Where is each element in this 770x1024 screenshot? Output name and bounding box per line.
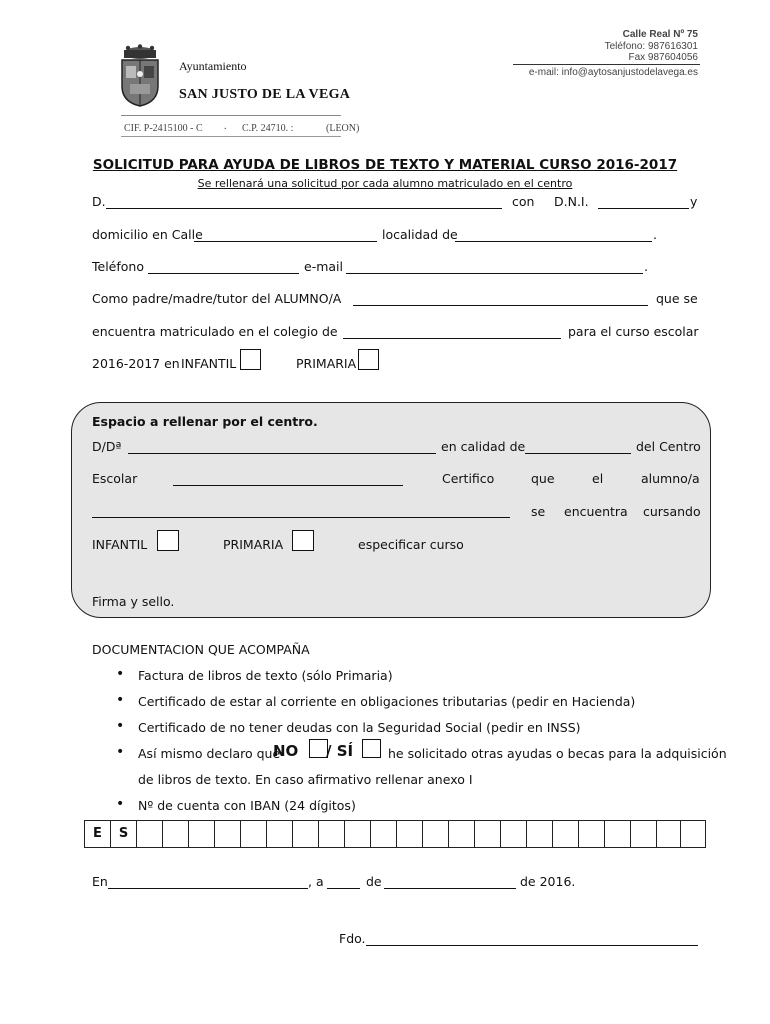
que-label: que [531, 471, 555, 486]
centro-heading: Espacio a rellenar por el centro. [92, 414, 318, 429]
iban-cell[interactable] [267, 821, 293, 847]
iban-cell[interactable] [319, 821, 345, 847]
day-field[interactable] [327, 888, 360, 889]
locality-field[interactable] [455, 241, 652, 242]
iban-cell[interactable] [189, 821, 215, 847]
dd-label: D/Dª [92, 439, 122, 454]
padre-label: Como padre/madre/tutor del ALUMNO/A [92, 291, 342, 306]
iban-cell[interactable] [163, 821, 189, 847]
certifico-label: Certifico [442, 471, 495, 486]
bullet-5: • [116, 796, 125, 812]
dd-field[interactable] [128, 453, 436, 454]
con-label: con [512, 194, 535, 209]
iban-cell[interactable] [397, 821, 423, 847]
firma-label: Firma y sello. [92, 594, 175, 609]
iban-cell[interactable] [501, 821, 527, 847]
docs-heading: DOCUMENTACION QUE ACOMPAÑA [92, 642, 310, 657]
signature-field[interactable] [366, 945, 698, 946]
del-centro-label: del Centro [636, 439, 701, 454]
el-label: el [592, 471, 604, 486]
infantil-label: INFANTIL [181, 356, 237, 371]
iban-cell[interactable] [345, 821, 371, 847]
bullet-1: • [116, 666, 125, 682]
email-label: e-mail [304, 259, 343, 274]
cif-underline [121, 136, 341, 137]
para-curso-label: para el curso escolar [568, 324, 699, 339]
iban-cell[interactable] [475, 821, 501, 847]
d-prefix: D. [92, 194, 106, 209]
doc-item-4a: Así mismo declaro que [138, 746, 281, 761]
calidad-label: en calidad de [441, 439, 526, 454]
localidad-label: localidad de [382, 227, 458, 242]
infantil-checkbox[interactable] [240, 349, 261, 370]
year-suffix: de 2016. [520, 874, 576, 889]
si-checkbox[interactable] [362, 739, 381, 758]
que-se-label: que se [656, 291, 698, 306]
header-email: e-mail: info@aytosanjustodelavega.es [528, 67, 698, 78]
province-text: (LEON) [326, 123, 360, 134]
doc-item-1: Factura de libros de texto (sólo Primaria) [138, 668, 393, 683]
iban-cell[interactable] [681, 821, 705, 847]
centro-name-field[interactable] [173, 485, 403, 486]
header-rule [121, 115, 341, 116]
cp-text: C.P. 24710. : [242, 123, 294, 134]
cif-text: CIF. P-2415100 - C [124, 123, 203, 134]
cursando-label: cursando [643, 504, 701, 519]
de-label: de [366, 874, 382, 889]
centro-primaria-label: PRIMARIA [223, 537, 284, 552]
email-dot: . [644, 259, 648, 274]
header-phone: Teléfono: 987616301 [604, 41, 698, 52]
locality-dot: . [653, 227, 657, 242]
bullet-3: • [116, 718, 125, 734]
primaria-label: PRIMARIA [296, 356, 357, 371]
email-field[interactable] [346, 273, 643, 274]
name-field[interactable] [106, 208, 502, 209]
y-label: y [690, 194, 698, 209]
centro-infantil-label: INFANTIL [92, 537, 148, 552]
iban-cell-e: E [85, 821, 111, 847]
encuentra-centro-label: encuentra [564, 504, 628, 519]
dni-label: D.N.I. [554, 194, 589, 209]
alumno-field[interactable] [92, 517, 510, 518]
escolar-label: Escolar [92, 471, 138, 486]
centro-primaria-checkbox[interactable] [292, 530, 314, 551]
domicilio-label: domicilio en Calle [92, 227, 203, 242]
doc-item-4c: de libros de texto. En caso afirmativo rellenar anexo I [138, 772, 473, 787]
iban-cell[interactable] [241, 821, 267, 847]
encuentra-label: encuentra matriculado en el colegio de [92, 324, 338, 339]
no-label: NO [273, 742, 299, 760]
year-label: 2016-2017 en [92, 356, 180, 371]
iban-cell-s: S [111, 821, 137, 847]
org-label: Ayuntamiento [179, 59, 247, 73]
iban-cell[interactable] [371, 821, 397, 847]
iban-cell[interactable] [293, 821, 319, 847]
student-field[interactable] [353, 305, 648, 306]
header-address: Calle Real Nº 75 [622, 29, 698, 40]
doc-item-4b: he solicitado otras ayudas o becas para la adquisición [388, 746, 727, 761]
iban-cell[interactable] [137, 821, 163, 847]
place-field[interactable] [108, 888, 308, 889]
street-field[interactable] [194, 241, 377, 242]
doc-item-5: Nº de cuenta con IBAN (24 dígitos) [138, 798, 356, 813]
month-field[interactable] [384, 888, 516, 889]
iban-cell[interactable] [423, 821, 449, 847]
alumno-label: alumno/a [641, 471, 700, 486]
form-subtitle: Se rellenará una solicitud por cada alumno matriculado en el centro [197, 177, 573, 190]
bullet-2: • [116, 692, 125, 708]
calidad-field[interactable] [525, 453, 631, 454]
centro-infantil-checkbox[interactable] [157, 530, 179, 551]
coat-of-arms-logo [118, 44, 162, 108]
se-label: se [531, 504, 546, 519]
iban-cell[interactable] [449, 821, 475, 847]
header-fax: Fax 987604056 [628, 52, 698, 63]
iban-cell[interactable] [631, 821, 657, 847]
iban-cell[interactable] [527, 821, 553, 847]
form-title: SOLICITUD PARA AYUDA DE LIBROS DE TEXTO Y MATERIAL CURSO 2016-2017 [92, 157, 678, 173]
a-label: , a [308, 874, 324, 889]
doc-item-2: Certificado de estar al corriente en obligaciones tributarias (pedir en Hacienda) [138, 694, 636, 709]
bullet-4: • [116, 744, 125, 760]
especificar-label: especificar curso [358, 537, 464, 552]
dni-field[interactable] [598, 208, 689, 209]
doc-item-3: Certificado de no tener deudas con la Seguridad Social (pedir en INSS) [138, 720, 581, 735]
iban-cell[interactable] [605, 821, 631, 847]
iban-cell[interactable] [579, 821, 605, 847]
cif-dot: . [224, 121, 227, 132]
iban-cell[interactable] [553, 821, 579, 847]
iban-cell[interactable] [215, 821, 241, 847]
telefono-label: Teléfono [92, 259, 144, 274]
iban-cell[interactable] [657, 821, 681, 847]
header-divider [513, 64, 700, 65]
school-field[interactable] [343, 338, 561, 339]
fdo-label: Fdo. [339, 931, 366, 946]
si-label: / SÍ [326, 742, 354, 760]
en-label: En [92, 874, 108, 889]
phone-field[interactable] [148, 273, 299, 274]
primaria-checkbox[interactable] [358, 349, 379, 370]
org-name: SAN JUSTO DE LA VEGA [179, 87, 351, 102]
iban-grid [84, 820, 706, 848]
